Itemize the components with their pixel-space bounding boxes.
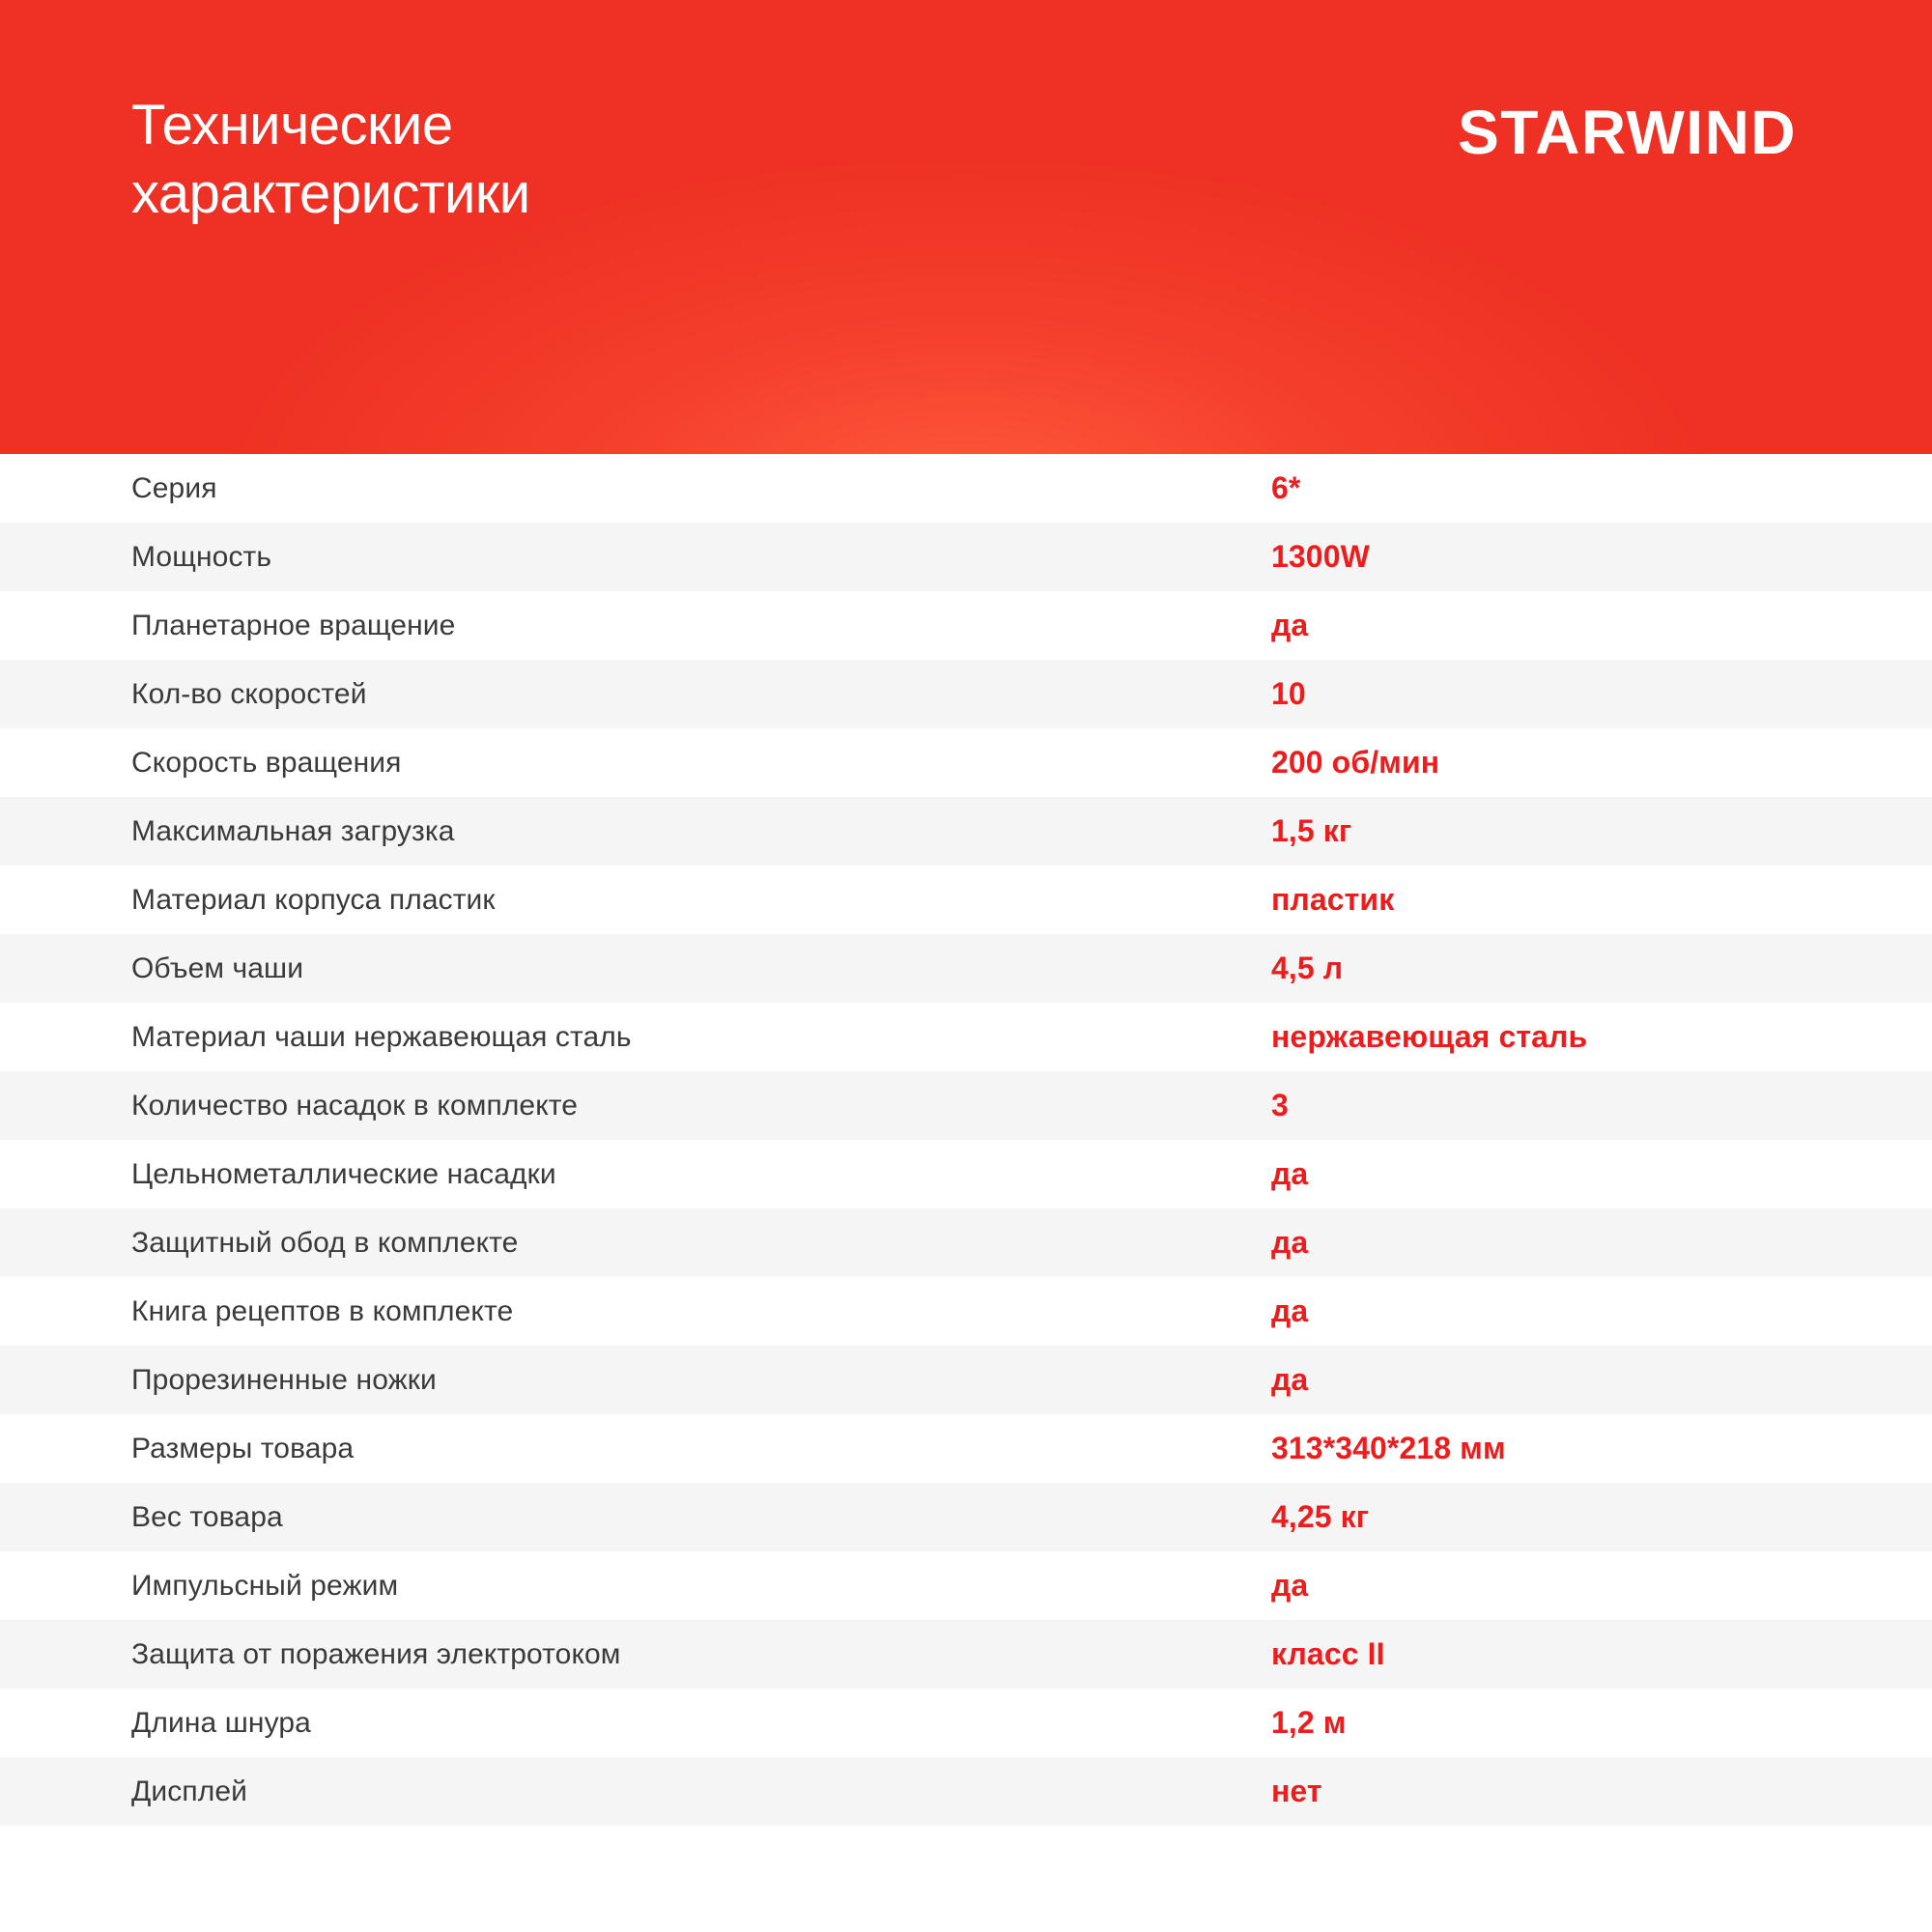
table-row	[0, 523, 1932, 591]
spec-value: 4,25 кг	[1271, 1499, 1370, 1534]
table-row	[0, 797, 1932, 866]
table-row	[0, 728, 1932, 797]
spec-label: Цельнометаллические насадки	[131, 1157, 556, 1190]
spec-label: Объем чаши	[131, 952, 304, 984]
table-row	[0, 1071, 1932, 1140]
spec-value: да	[1271, 608, 1309, 642]
table-row	[0, 1483, 1932, 1551]
spec-label: Защита от поражения электротоком	[131, 1637, 621, 1670]
table-row	[0, 866, 1932, 934]
spec-value: да	[1271, 1156, 1309, 1191]
page-header	[0, 0, 1932, 454]
spec-label: Мощность	[131, 540, 272, 573]
spec-value: пластик	[1271, 882, 1395, 917]
spec-label: Книга рецептов в комплекте	[131, 1294, 514, 1327]
spec-value: нет	[1271, 1774, 1322, 1808]
table-row	[0, 1551, 1932, 1620]
table-row	[0, 1003, 1932, 1071]
page-title: Технические характеристики	[131, 94, 530, 225]
spec-value: 3	[1271, 1088, 1289, 1122]
spec-label: Количество насадок в комплекте	[131, 1089, 579, 1122]
spec-label: Планетарное вращение	[131, 609, 456, 641]
spec-value: 1300W	[1271, 539, 1370, 574]
specifications-table	[0, 454, 1932, 1826]
spec-label: Защитный обод в комплекте	[131, 1226, 519, 1259]
spec-label: Импульсный режим	[131, 1569, 399, 1602]
table-row	[0, 454, 1932, 523]
spec-label: Материал корпуса пластик	[131, 883, 496, 916]
table-row	[0, 591, 1932, 660]
spec-label: Дисплей	[131, 1775, 247, 1807]
table-row	[0, 1346, 1932, 1414]
table-row	[0, 1757, 1932, 1826]
spec-label: Серия	[131, 471, 217, 504]
spec-value: да	[1271, 1293, 1309, 1328]
spec-value: 313*340*218 мм	[1271, 1431, 1506, 1465]
spec-label: Кол-во скоростей	[131, 677, 367, 710]
spec-value: 6*	[1271, 470, 1301, 505]
spec-value: 10	[1271, 676, 1306, 711]
spec-value: да	[1271, 1225, 1309, 1260]
table-row	[0, 660, 1932, 728]
spec-label: Скорость вращения	[131, 746, 402, 779]
spec-value: 4,5 л	[1271, 951, 1344, 985]
table-row	[0, 1208, 1932, 1277]
table-row	[0, 1620, 1932, 1689]
table-row	[0, 1689, 1932, 1757]
spec-value: 200 об/мин	[1271, 745, 1440, 780]
spec-label: Максимальная загрузка	[131, 814, 455, 847]
spec-value: 1,5 кг	[1271, 813, 1352, 848]
table-row	[0, 934, 1932, 1003]
spec-value: да	[1271, 1568, 1309, 1603]
spec-label: Длина шнура	[131, 1706, 311, 1739]
spec-label: Прорезиненные ножки	[131, 1363, 437, 1396]
table-row	[0, 1277, 1932, 1346]
table-row	[0, 1140, 1932, 1208]
spec-value: нержавеющая сталь	[1271, 1019, 1588, 1054]
spec-value: 1,2 м	[1271, 1705, 1347, 1740]
spec-value: да	[1271, 1362, 1309, 1397]
brand-logo: STARWIND	[1458, 98, 1797, 167]
table-row	[0, 1414, 1932, 1483]
spec-label: Размеры товара	[131, 1432, 355, 1464]
spec-label: Вес товара	[131, 1500, 283, 1533]
spec-value: класс II	[1271, 1636, 1385, 1671]
spec-label: Материал чаши нержавеющая сталь	[131, 1020, 632, 1053]
